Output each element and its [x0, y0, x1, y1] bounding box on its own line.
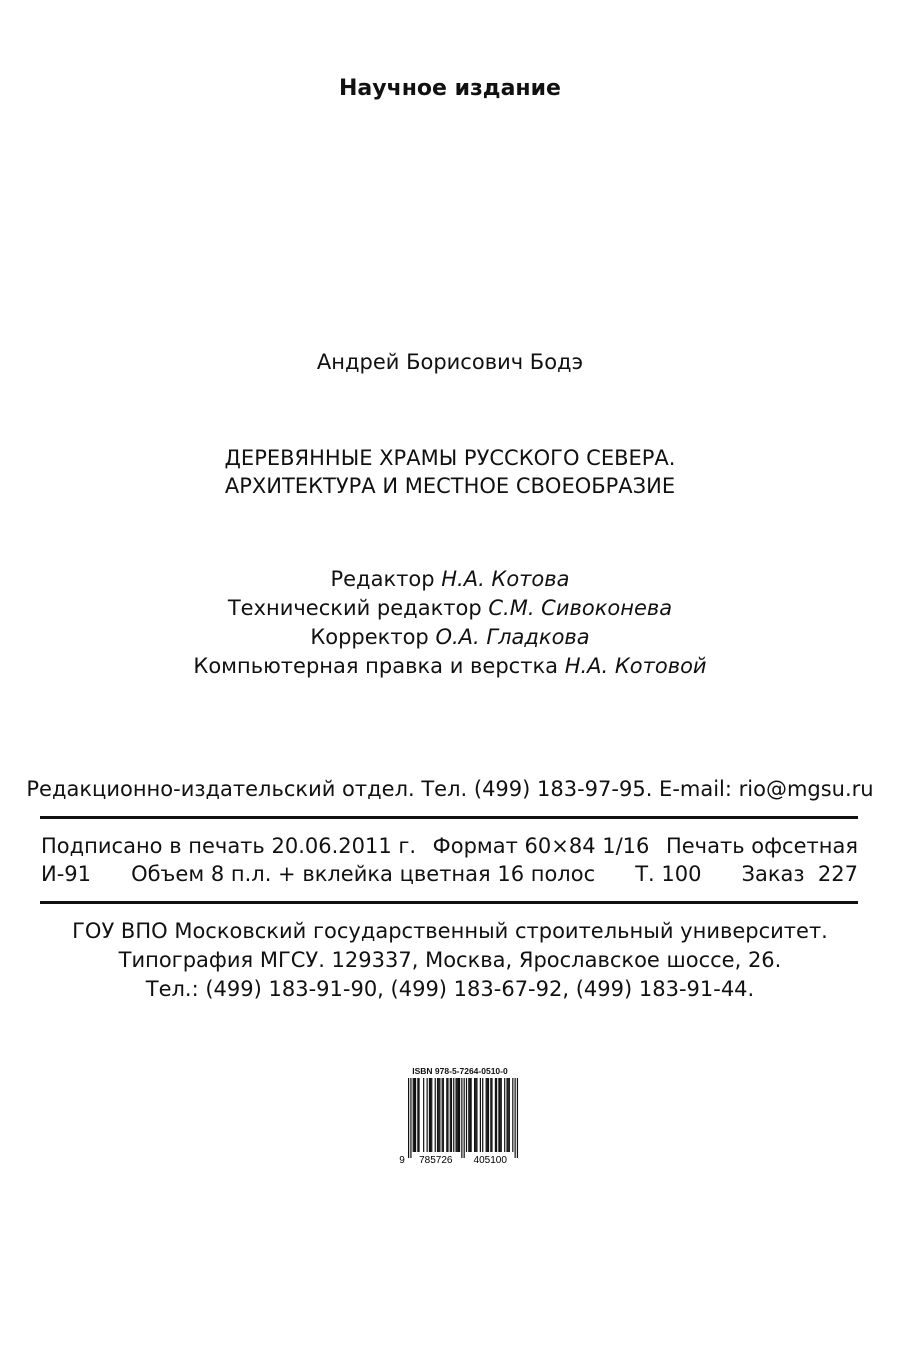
book-title-line-1: ДЕРЕВЯННЫЕ ХРАМЫ РУССКОГО СЕВЕРА.: [224, 446, 676, 470]
barcode-bar: [418, 1078, 419, 1152]
barcode-bar: [487, 1078, 488, 1152]
credit-name: С.М. Сивоконева: [488, 596, 673, 620]
barcode-bar: [512, 1078, 513, 1152]
barcode-bar: [439, 1078, 440, 1152]
barcode-bar: [451, 1078, 452, 1152]
barcode-bar: [455, 1078, 456, 1152]
credit-role: Компьютерная правка и верстка: [193, 654, 558, 678]
publisher-line-1: ГОУ ВПО Московский государственный строительный университет.: [72, 919, 828, 943]
barcode-bar: [499, 1078, 500, 1152]
barcode-bar: [468, 1078, 469, 1152]
barcode-bar: [517, 1078, 518, 1158]
barcode-bar: [504, 1078, 505, 1152]
barcode: [398, 1068, 522, 1166]
barcode-bar: [488, 1078, 489, 1152]
barcode-bar: [491, 1078, 492, 1152]
barcode-bar: [430, 1078, 431, 1152]
barcode-bar: [474, 1078, 475, 1152]
imprint-volume: Объем 8 п.л. + вклейка цветная 16 полос: [131, 862, 596, 886]
edition-type: Научное издание: [339, 76, 561, 101]
barcode-bar: [443, 1078, 444, 1152]
barcode-bar: [464, 1078, 465, 1158]
barcode-bar: [458, 1078, 459, 1152]
imprint-printing: Печать офсетная: [665, 834, 858, 858]
publisher-line-3: Тел.: (499) 183-91-90, (499) 183-67-92, (499) 183-91-44.: [145, 977, 755, 1001]
imprint-signed: Подписано в печать 20.06.2011 г.: [41, 834, 417, 858]
barcode-digits: 405100: [473, 1155, 507, 1166]
barcode-bar: [442, 1078, 443, 1152]
barcode-bar: [414, 1078, 415, 1152]
credit-layout: [0, 652, 900, 680]
contact-line: Редакционно-издательский отдел. Тел. (499) 183-97-95. E-mail: rio@mgsu.ru: [26, 777, 874, 801]
credit-proofreader: [0, 623, 900, 651]
barcode-bar: [423, 1078, 424, 1152]
barcode-bar: [408, 1078, 409, 1158]
imprint-row-2: [41, 860, 858, 888]
barcode-bar: [509, 1078, 510, 1152]
barcode-bar: [459, 1078, 460, 1152]
barcode-bar: [461, 1078, 462, 1158]
barcode-digits: 785726: [419, 1155, 453, 1166]
credit-role: Корректор: [310, 625, 429, 649]
imprint-row-1: [41, 832, 858, 860]
divider: [40, 816, 858, 819]
barcode-bar: [482, 1078, 483, 1152]
author: Андрей Борисович Бодэ: [316, 350, 584, 374]
barcode-bar: [413, 1078, 414, 1152]
credit-editor: [0, 565, 900, 593]
barcode-bar: [506, 1078, 507, 1152]
divider: [40, 901, 858, 904]
barcode-bar: [438, 1078, 439, 1152]
barcode-bar: [466, 1078, 467, 1152]
barcode-digits: 9: [399, 1155, 405, 1166]
imprint-code: И-91: [41, 862, 92, 886]
barcode-bar: [471, 1078, 472, 1152]
barcode-bar: [431, 1078, 432, 1152]
barcode-bar: [498, 1078, 499, 1152]
credit-tech-editor: [0, 594, 900, 622]
credit-name: Н.А. Котовой: [564, 654, 707, 678]
barcode-bar: [437, 1078, 438, 1152]
publisher-line-2: Типография МГСУ. 129337, Москва, Ярославское шоссе, 26.: [118, 948, 782, 972]
barcode-bar: [490, 1078, 491, 1152]
barcode-bar: [457, 1078, 458, 1152]
barcode-bar: [447, 1078, 448, 1152]
barcode-bar: [415, 1078, 416, 1152]
credit-name: О.А. Гладкова: [435, 625, 590, 649]
imprint-print-run: Т. 100: [635, 862, 702, 886]
barcode-bar: [496, 1078, 497, 1152]
book-title-line-2: АРХИТЕКТУРА И МЕСТНОЕ СВОЕОБРАЗИЕ: [224, 474, 676, 498]
barcode-bar: [453, 1078, 454, 1152]
barcode-bar: [508, 1078, 509, 1152]
barcode-bar: [515, 1078, 516, 1158]
barcode-bar: [435, 1078, 436, 1152]
barcode-bar: [495, 1078, 496, 1152]
barcode-bar: [486, 1078, 487, 1152]
imprint-format: Формат 60×84 1/16: [432, 834, 650, 858]
barcode-bar: [469, 1078, 470, 1152]
barcode-bar: [410, 1078, 411, 1158]
credit-role: Редактор: [330, 567, 435, 591]
credit-role: Технический редактор: [227, 596, 482, 620]
barcode-bar: [475, 1078, 476, 1152]
barcode-bar: [480, 1078, 481, 1152]
barcode-bar: [417, 1078, 418, 1152]
credit-name: Н.А. Котова: [441, 567, 570, 591]
barcode-bar: [446, 1078, 447, 1152]
barcode-bar: [427, 1078, 428, 1152]
isbn-text: ISBN 978-5-7264-0510-0: [412, 1066, 508, 1076]
barcode-bar: [476, 1078, 477, 1152]
barcode-bar: [501, 1078, 502, 1152]
barcode-bar: [450, 1078, 451, 1152]
imprint-order: Заказ 227: [741, 862, 858, 886]
barcode-bar: [429, 1078, 430, 1152]
